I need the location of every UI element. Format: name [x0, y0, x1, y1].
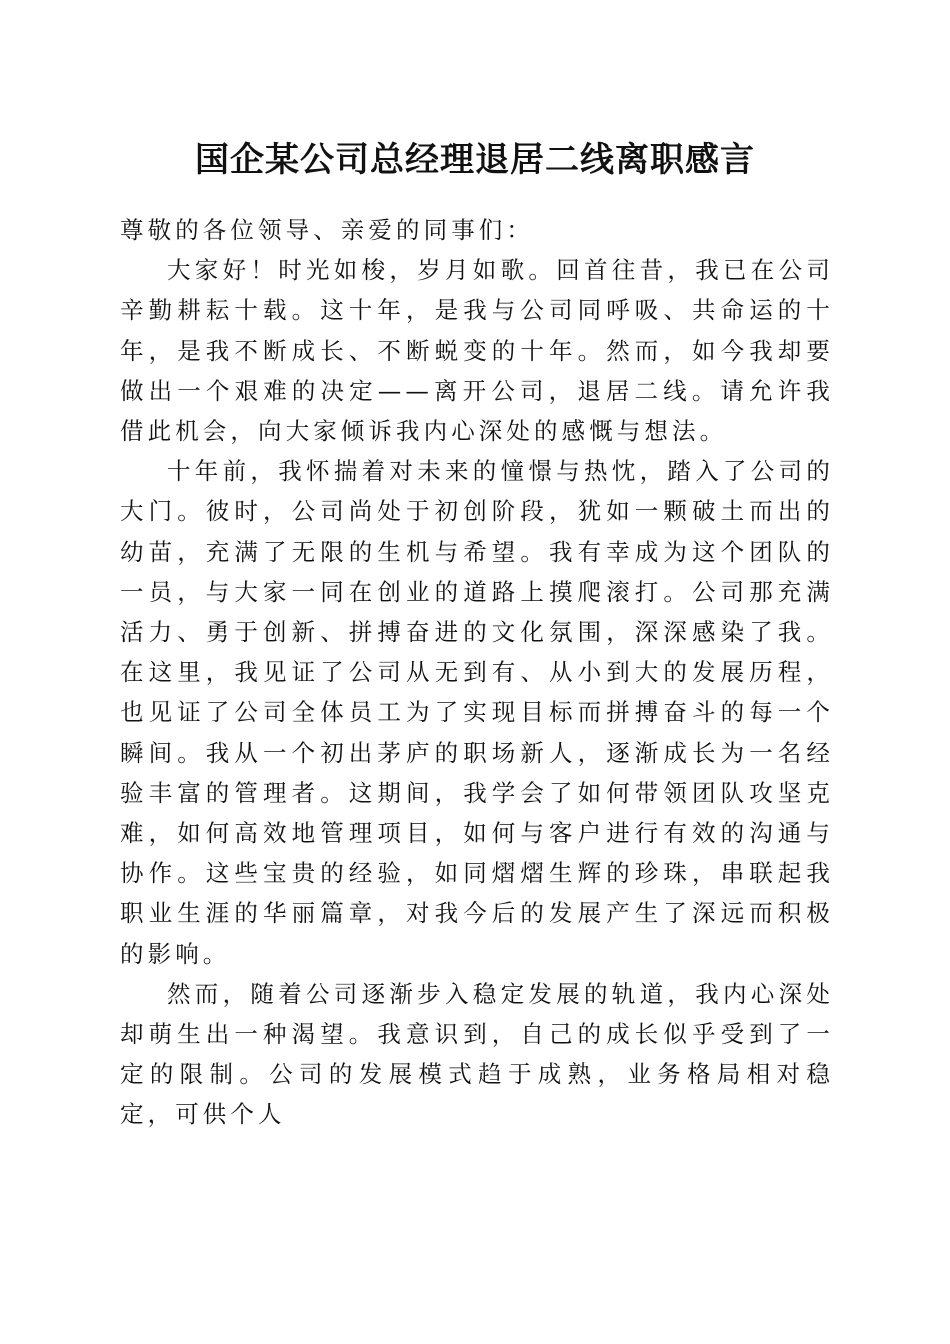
paragraph: 大家好！时光如梭，岁月如歌。回首往昔，我已在公司辛勤耕耘十载。这十年，是我与公司同呼吸、共命运的十年，是我不断成长、不断蜕变的十年。然而，如今我却要做出一个艰难的决定——离开公司，退居二线。请允许我借此机会，向大家倾诉我内心深处的感慨与想法。 [120, 256, 834, 446]
document-title: 国企某公司总经理退居二线离职感言 [195, 140, 755, 180]
paragraph: 十年前，我怀揣着对未来的憧憬与热忱，踏入了公司的大门。彼时，公司尚处于初创阶段，犹如一颗破土而出的幼苗，充满了无限的生机与希望。我有幸成为这个团队的一员，与大家一同在创业的道路上摸爬滚打。公司那充满活力、勇于创新、拼搏奋进的文化氛围，深深感染了我。在这里，我见证了公司从无到有、从小到大的发展历程，也见证了公司全体员工为了实现目标而拼搏奋斗的每一个瞬间。我从一个初出茅庐的职场新人，逐渐成长为一名经验丰富的管理者。这期间，我学会了如何带领团队攻坚克难，如何高效地管理项目，如何与客户进行有效的沟通与协作。这些宝贵的经验，如同熠熠生辉的珍珠，串联起我职业生涯的华丽篇章，对我今后的发展产生了深远而积极的影响。 [120, 457, 834, 968]
salutation: 尊敬的各位领导、亲爱的同事们： [120, 216, 534, 244]
document-body [120, 210, 834, 1135]
paragraph: 然而，随着公司逐渐步入稳定发展的轨道，我内心深处却萌生出一种渴望。我意识到，自己的成长似乎受到了一定的限制。公司的发展模式趋于成熟，业务格局相对稳定，可供个人 [120, 979, 834, 1129]
